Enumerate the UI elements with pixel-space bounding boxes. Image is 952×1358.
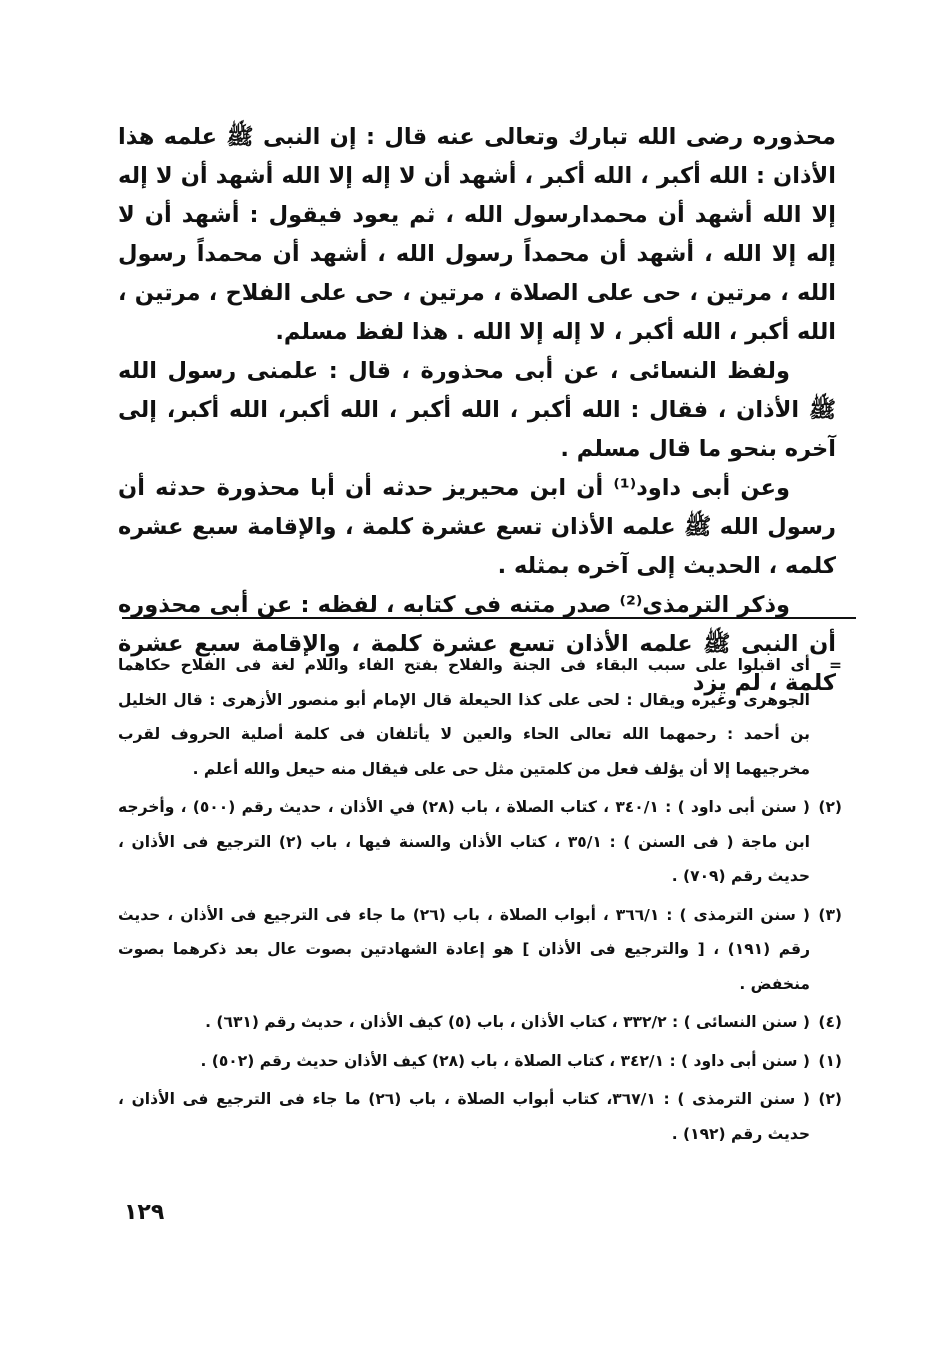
- main-text-body: [118, 118, 836, 703]
- footnote-text: ( سنن النسائى ) : ٣٣٢/٢ ، كتاب الأذان ، باب (٥) كيف الأذان ، حديث رقم (٦٣١) .: [205, 1013, 810, 1031]
- footnote-mark: (٢): [818, 798, 842, 816]
- page-number: ١٢٩: [124, 1200, 165, 1225]
- footnote-text: ( سنن أبى داود ) : ٣٤٢/١ ، كتاب الصلاة ، باب (٢٨) كيف الأذان حديث رقم (٥٠٢) .: [200, 1051, 810, 1070]
- footnote-mark: =: [829, 656, 842, 674]
- footnote-text: ( سنن أبى داود ) : ٣٤٠/١ ، كتاب الصلاة ، باب (٢٨) في الأذان ، حديث رقم (٥٠٠) ، وأخرجه ابن ماجة ( فى السنن ) : ٣٥/١ ، كتاب الأذان والسنة فيها ، باب (٢) الترجيع فى الأذان ، حديث رقم (٧٠٩) .: [118, 798, 810, 885]
- footnote-item: [118, 1005, 842, 1040]
- footnote-mark: (٣): [818, 905, 842, 924]
- main-paragraph-3: وعن أبى داود⁽¹⁾ أن ابن محيريز حدثه أن أبا محذورة حدثه أن رسول الله ﷺ علمه الأذان تسع عشرة كلمة ، والإقامة سبع عشره كلمه ، الحديث إلى آخره بمثله .: [118, 475, 836, 579]
- footnote-mark: (٢): [818, 1090, 842, 1108]
- main-paragraph-4: وذكر الترمذى⁽²⁾ صدر متنه فى كتابه ، لفظه : عن أبى محذوره أن النبى ﷺ علمه الأذان تسع عشرة كلمة ، والإقامة سبع عشرة كلمة ، لم يزد: [118, 592, 836, 696]
- main-paragraph-2: ولفظ النسائى ، عن أبى محذورة ، قال : علمنى رسول الله ﷺ الأذان ، فقال : الله أكبر ، الله أكبر ، الله أكبر، الله أكبر، إلى آخره بنحو ما قال مسلم .: [118, 358, 836, 462]
- footnote-item: [118, 648, 842, 786]
- footnote-divider: [122, 617, 856, 619]
- footnote-item: [118, 790, 842, 894]
- footnote-item: [118, 898, 842, 1002]
- footnote-text: أى اقبلوا على سبب البقاء فى الجنة والفلاح بفتح الفاء واللام لغة فى الفلاح حكاهما الجوهرى وغيره ويقال : لحى على كذا الحيعلة قال الإمام أبو منصور الأزهرى : قال الخليل بن أحمد : رحمهما الله تعالى الحاء والعين لا يأتلفان فى كلمة أصلية الحروف لقرب مخرجيهما إلا أن يؤلف فعل من كلمتين مثل حى على فيقال منه حيعل والله أعلم .: [118, 656, 810, 778]
- footnote-mark: (١): [818, 1051, 842, 1070]
- footnote-item: [118, 1044, 842, 1079]
- footnote-mark: (٤): [818, 1013, 842, 1031]
- footnote-item: [118, 1082, 842, 1151]
- footnotes-section: [118, 648, 842, 1151]
- footnote-text: ( سنن الترمذى ) : ٣٦٧/١، كتاب أبواب الصلاة ، باب (٢٦) ما جاء فى الترجيع فى الأذان ، حديث رقم (١٩٢) .: [118, 1090, 810, 1143]
- main-paragraph-1: محذوره رضى الله تبارك وتعالى عنه قال : إن النبى ﷺ علمه هذا الأذان : الله أكبر ، الله أكبر ، أشهد أن لا إله إلا الله أشهد أن لا إله إلا الله أشهد أن محمدارسول الله ، ثم يعود فيقول : أشهد أن لا إله إلا الله ، أشهد أن محمداً رسول الله ، أشهد أن محمداً رسول الله ، مرتين ، حى على الصلاة ، مرتين ، حى على الفلاح ، مرتين ، الله أكبر ، الله أكبر ، لا إله إلا الله . هذا لفظ مسلم.: [118, 124, 836, 345]
- footnote-text: ( سنن الترمذى ) : ٣٦٦/١ ، أبواب الصلاة ، باب (٢٦) ما جاء فى الترجيع فى الأذان ، حديث رقم (١٩١) ، [ والترجيع فى الأذان ] هو إعادة الشهادتين بصوت عال بعد ذكرهما بصوت منخفض .: [118, 905, 810, 993]
